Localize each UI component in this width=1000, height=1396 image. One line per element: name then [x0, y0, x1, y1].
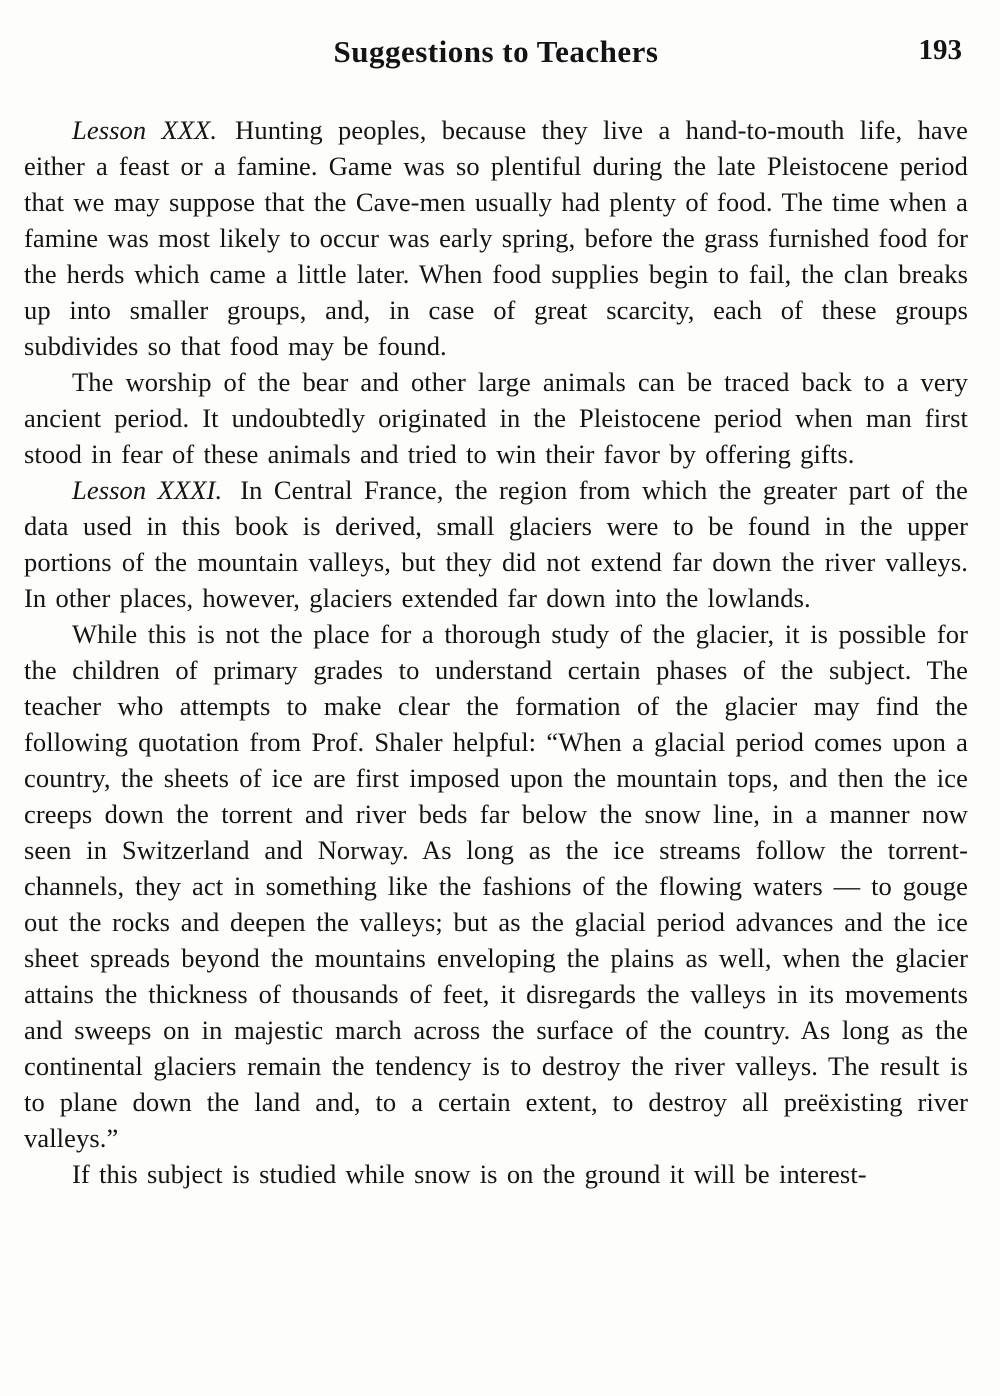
page-body — [24, 112, 968, 1192]
paragraph-text: In Central France, the region from which the greater part of the data used in this book is derived, small glaciers were to be found in the upper portions of the mountain valleys, but they did not extend far down the river valleys. In other places, however, glaciers extended far down into the lowlands. — [24, 475, 968, 613]
page-header — [24, 34, 968, 86]
lesson-xxxi-label: Lesson XXXI. — [72, 475, 223, 505]
page-number: 193 — [918, 34, 962, 66]
paragraph-glacier-study — [24, 616, 968, 1156]
page-title: Suggestions to Teachers — [333, 34, 659, 69]
paragraph-bear-worship — [24, 364, 968, 472]
paragraph-lesson-xxx — [24, 112, 968, 364]
paragraph-text: While this is not the place for a thorough study of the glacier, it is possible for the children of primary grades to understand certain phases of the subject. The teacher who attempts to make clear the formation of the glacier may find the following quotation from Prof. Shaler helpful: “When a glacial period comes upon a country, the sheets of ice are first imposed upon the mountain tops, and then the ice creeps down the torrent and river beds far below the snow line, in a manner now seen in Switzerland and Norway. As long as the ice streams follow the torrent-channels, they act in something like the fashions of the flowing waters — to gouge out the rocks and deepen the valleys; but as the glacial period advances and the ice sheet spreads beyond the mountains enveloping the plains as well, when the glacier attains the thickness of thousands of feet, it disregards the valleys in its movements and sweeps on in majestic march across the surface of the country. As long as the continental glaciers remain the tendency is to destroy the river valleys. The result is to plane down the land and, to a certain extent, to destroy all preëxisting river valleys.” — [24, 619, 968, 1153]
paragraph-lesson-xxxi — [24, 472, 968, 616]
paragraph-text: The worship of the bear and other large animals can be traced back to a very ancient period. It undoubtedly originated in the Pleistocene period when man first stood in fear of these animals and tried to win their favor by offering gifts. — [24, 367, 968, 469]
lesson-xxx-label: Lesson XXX. — [72, 115, 218, 145]
paragraph-snow-continuation — [24, 1156, 968, 1192]
paragraph-text: If this subject is studied while snow is on the ground it will be interest- — [72, 1159, 867, 1189]
paragraph-text: Hunting peoples, because they live a hand-to-mouth life, have either a feast or a famine. Game was so plentiful during the late Pleistocene period that we may suppose that the Cave-men usually had plenty of food. The time when a famine was most likely to occur was early spring, before the grass furnished food for the herds which came a little later. When food supplies begin to fail, the clan breaks up into smaller groups, and, in case of great scarcity, each of these groups subdivides so that food may be found. — [24, 115, 968, 361]
